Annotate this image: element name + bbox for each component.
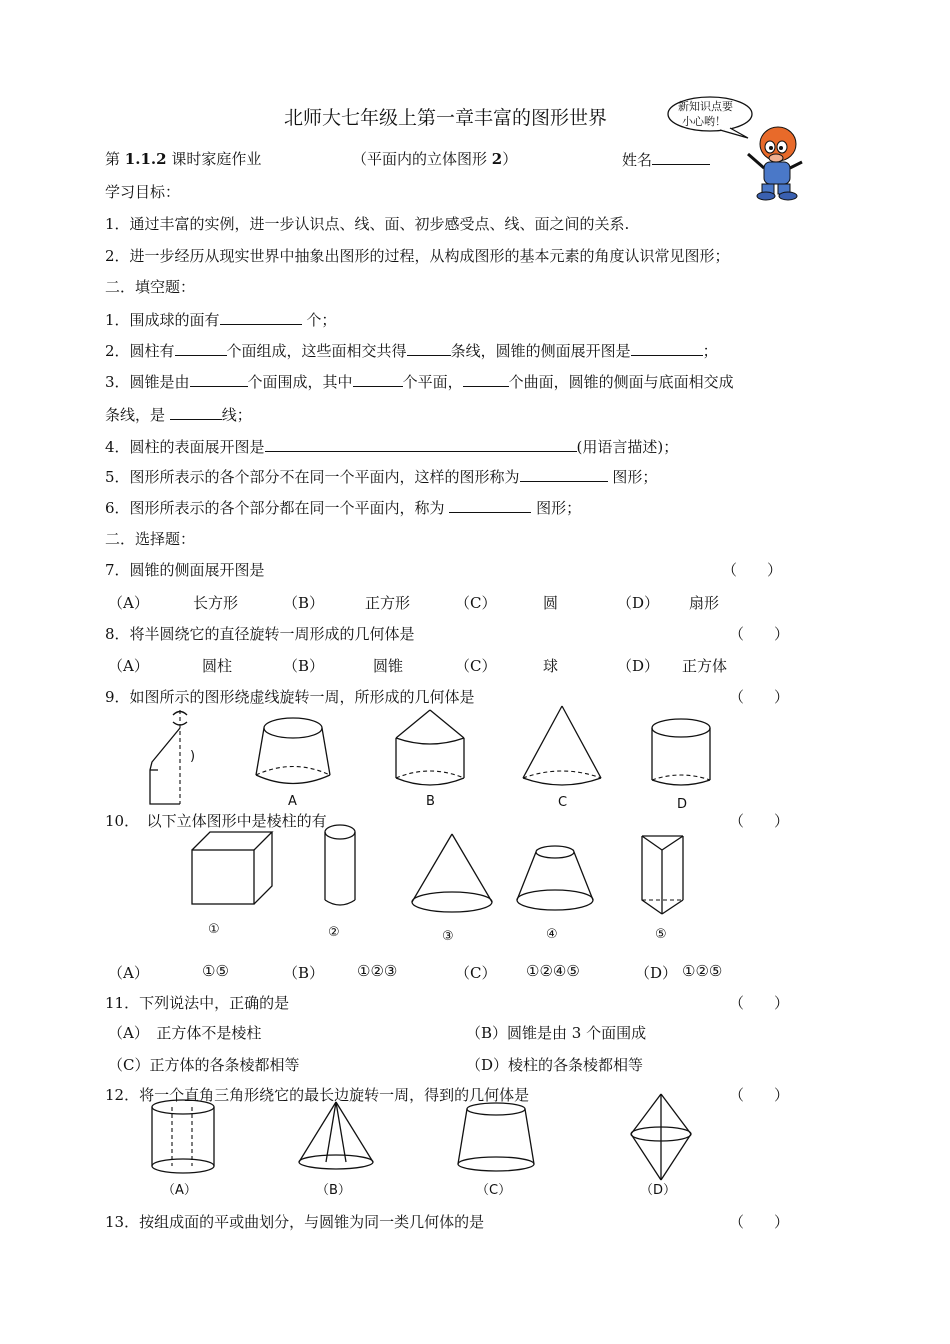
bubble-line-1: 新知识点要 bbox=[678, 100, 733, 113]
answer-paren-12[interactable]: （ ） bbox=[729, 1086, 790, 1104]
q9-source-shape bbox=[150, 710, 195, 804]
blank-q6[interactable] bbox=[449, 496, 531, 513]
name-field[interactable]: 姓名 bbox=[622, 148, 710, 170]
topic-line: （平面内的立体图形 2） bbox=[352, 150, 518, 168]
question-1: 1．围成球的面有 个； bbox=[105, 308, 336, 330]
option-8-b[interactable]: 圆锥 bbox=[373, 657, 404, 675]
q10-label-5: ⑤ bbox=[655, 927, 667, 942]
option-7-b[interactable]: 正方形 bbox=[365, 594, 411, 612]
option-7-d-label: （D） bbox=[617, 594, 660, 612]
answer-paren-9[interactable]: （ ） bbox=[729, 688, 790, 706]
q9-label-a: A bbox=[288, 794, 297, 809]
q9-label-c: C bbox=[558, 795, 568, 810]
question-9: 9．如图所示的图形绕虚线旋转一周，所形成的几何体是 bbox=[105, 688, 475, 706]
option-8-a-label: （A） bbox=[108, 657, 149, 675]
q12-figure-b bbox=[299, 1102, 373, 1198]
blank-q5[interactable] bbox=[520, 465, 608, 482]
q10-figure-5 bbox=[642, 836, 683, 942]
q10-label-4: ④ bbox=[546, 927, 558, 942]
option-10-d[interactable]: ①②⑤ bbox=[682, 962, 723, 980]
q10-figure-2 bbox=[325, 825, 355, 940]
option-8-d-label: （D） bbox=[617, 657, 660, 675]
option-7-c[interactable]: 圆 bbox=[543, 594, 559, 612]
option-10-d-label: （D） bbox=[635, 964, 678, 982]
answer-paren-10[interactable]: （ ） bbox=[729, 812, 790, 830]
q10-figure-3 bbox=[412, 834, 492, 944]
blank-q3-d[interactable] bbox=[170, 403, 222, 420]
goals-heading: 学习目标： bbox=[105, 183, 181, 201]
option-10-c[interactable]: ①②④⑤ bbox=[526, 962, 580, 980]
question-3: 3．圆锥是由 个面围成，其中 个平面， 个曲面，圆锥的侧面与底面相交成 bbox=[105, 370, 734, 392]
q9-figure-a bbox=[256, 718, 330, 809]
page-title: 北师大七年级上第一章丰富的图形世界 bbox=[284, 107, 608, 129]
option-7-d[interactable]: 扇形 bbox=[689, 594, 720, 612]
q10-figure-1 bbox=[192, 832, 272, 937]
q12-figures bbox=[140, 1092, 720, 1202]
q12-figure-d bbox=[631, 1094, 691, 1198]
option-8-b-label: （B） bbox=[283, 657, 325, 675]
q9-figure-d bbox=[652, 719, 710, 812]
mascot-illustration bbox=[660, 92, 820, 202]
answer-paren-7[interactable]: （ ） bbox=[722, 561, 783, 579]
q9-figure-b bbox=[396, 710, 464, 809]
answer-paren-13[interactable]: （ ） bbox=[729, 1213, 790, 1231]
fill-heading: 二．填空题： bbox=[105, 278, 196, 296]
option-11-d[interactable]: （D）棱柱的各条棱都相等 bbox=[466, 1056, 644, 1074]
option-10-b-label: （B） bbox=[283, 964, 325, 982]
q12-label-d: （D） bbox=[640, 1183, 677, 1198]
blank-q2-a[interactable] bbox=[175, 339, 227, 356]
blank-q4[interactable] bbox=[265, 435, 577, 452]
question-10: 10． 以下立体图形中是棱柱的有 bbox=[105, 812, 327, 830]
q10-figures bbox=[180, 820, 700, 950]
blank-q3-a[interactable] bbox=[190, 370, 248, 387]
question-7: 7．圆锥的侧面展开图是 bbox=[105, 561, 265, 579]
bubble-line-2: 小心哟！ bbox=[682, 115, 726, 128]
q12-label-c: （C） bbox=[476, 1183, 512, 1198]
option-10-a[interactable]: ①⑤ bbox=[202, 962, 229, 980]
q12-label-a: （A） bbox=[162, 1183, 197, 1198]
q9-label-d: D bbox=[677, 797, 688, 812]
q9-mark: ) bbox=[190, 749, 196, 764]
option-8-a[interactable]: 圆柱 bbox=[202, 657, 233, 675]
option-8-d[interactable]: 正方体 bbox=[682, 657, 728, 675]
question-5: 5．图形所表示的各个部分不在同一个平面内，这样的图形称为 图形； bbox=[105, 465, 657, 487]
option-10-b[interactable]: ①②③ bbox=[357, 962, 398, 980]
q10-figure-4 bbox=[517, 846, 593, 942]
question-3-cont: 条线，是 线； bbox=[105, 403, 252, 425]
option-7-b-label: （B） bbox=[283, 594, 325, 612]
question-4: 4．圆柱的表面展开图是 (用语言描述)； bbox=[105, 435, 678, 457]
option-8-c-label: （C） bbox=[455, 657, 497, 675]
option-11-c[interactable]: （C）正方体的各条棱都相等 bbox=[108, 1056, 300, 1074]
blank-q2-b[interactable] bbox=[407, 339, 451, 356]
question-11: 11．下列说法中，正确的是 bbox=[105, 994, 290, 1012]
q10-label-1: ① bbox=[208, 922, 220, 937]
blank-q2-c[interactable] bbox=[631, 339, 703, 356]
question-13: 13．按组成面的平或曲划分，与圆锥为同一类几何体的是 bbox=[105, 1213, 485, 1231]
q12-figure-c bbox=[458, 1103, 534, 1198]
q12-label-b: （B） bbox=[316, 1183, 351, 1198]
q9-figure-c bbox=[523, 706, 601, 810]
question-12: 12．将一个直角三角形绕它的最长边旋转一周，得到的几何体是 bbox=[105, 1086, 530, 1104]
option-7-c-label: （C） bbox=[455, 594, 497, 612]
q12-figure-a bbox=[152, 1100, 214, 1198]
q9-figures bbox=[140, 700, 740, 818]
q9-label-b: B bbox=[426, 794, 435, 809]
option-10-a-label: （A） bbox=[108, 964, 149, 982]
lesson-line: 第 1.1.2 课时家庭作业 bbox=[105, 150, 262, 168]
blank-q3-b[interactable] bbox=[353, 370, 403, 387]
option-11-a[interactable]: （A） 正方体不是棱柱 bbox=[108, 1024, 262, 1042]
question-8: 8．将半圆绕它的直径旋转一周形成的几何体是 bbox=[105, 625, 415, 643]
choice-heading: 二．选择题： bbox=[105, 530, 196, 548]
blank-q1[interactable] bbox=[220, 308, 302, 325]
question-2: 2．圆柱有 个面组成，这些面相交共得 条线，圆锥的侧面展开图是 ； bbox=[105, 339, 718, 361]
q10-label-3: ③ bbox=[442, 929, 454, 944]
option-10-c-label: （C） bbox=[455, 964, 497, 982]
option-8-c[interactable]: 球 bbox=[543, 657, 559, 675]
answer-paren-11[interactable]: （ ） bbox=[729, 994, 790, 1012]
option-7-a-label: （A） bbox=[108, 594, 149, 612]
option-11-b[interactable]: （B）圆锥是由 3 个面围成 bbox=[466, 1024, 647, 1042]
goal-1: 1．通过丰富的实例，进一步认识点、线、面、初步感受点、线、面之间的关系. bbox=[105, 215, 630, 233]
q10-label-2: ② bbox=[328, 925, 340, 940]
blank-q3-c[interactable] bbox=[463, 370, 509, 387]
option-7-a[interactable]: 长方形 bbox=[193, 594, 239, 612]
question-6: 6．图形所表示的各个部分都在同一个平面内，称为 图形； bbox=[105, 496, 581, 518]
goal-2: 2．进一步经历从现实世界中抽象出图形的过程，从构成图形的基本元素的角度认识常见图形； bbox=[105, 247, 730, 265]
answer-paren-8[interactable]: （ ） bbox=[729, 625, 790, 643]
